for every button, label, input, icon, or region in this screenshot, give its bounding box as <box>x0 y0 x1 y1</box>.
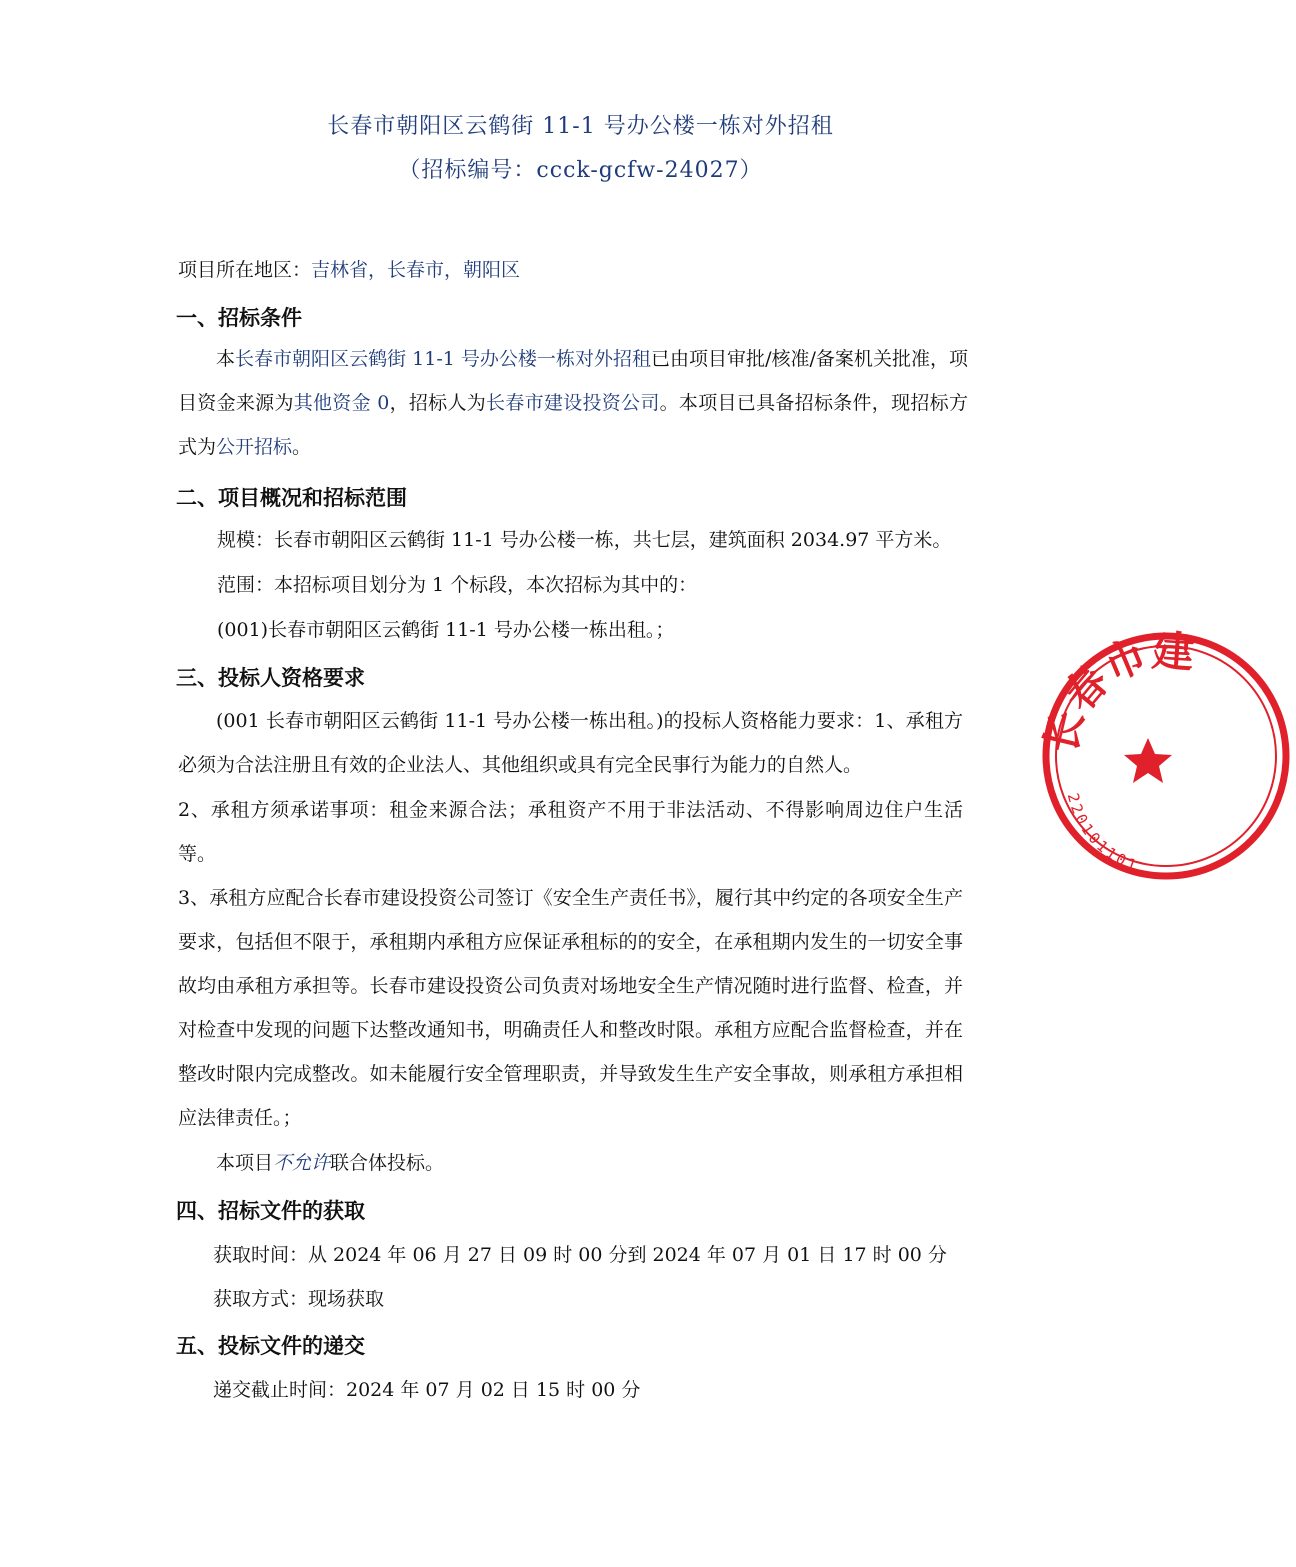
text-run: 本项目 <box>216 1152 274 1174</box>
submission-deadline: 递交截止时间：2024 年 07 月 02 日 15 时 00 分 <box>213 1379 641 1401</box>
text-run: 。 <box>292 436 312 458</box>
text-run: 。本项目已具备招标条件，现招标方式为 <box>178 392 968 458</box>
seal-text: 长春市建 <box>1036 626 1196 758</box>
bid-method: 公开招标 <box>216 436 293 458</box>
project-region <box>178 248 968 292</box>
text-run: 联合体投标。 <box>330 1152 445 1174</box>
section-1-paragraph <box>178 337 968 469</box>
text-run: 本 <box>216 348 236 370</box>
project-scale: 规模：长春市朝阳区云鹤街 11-1 号办公楼一栋，共七层，建筑面积 2034.97 平方米。 <box>217 529 952 551</box>
document-title: 长春市朝阳区云鹤街 11-1 号办公楼一栋对外招租 <box>327 114 834 139</box>
section-3-heading: 三、投标人资格要求 <box>176 666 365 690</box>
consortium-status: 不允许 <box>273 1152 331 1174</box>
bid-number: （招标编号：ccck-gcfw-24027） <box>398 158 763 183</box>
text-run: ，招标人为 <box>389 392 487 414</box>
fund-source: 其他资金 0 <box>293 392 390 414</box>
project-lot: (001)长春市朝阳区云鹤街 11-1 号办公楼一栋出租。； <box>217 619 675 641</box>
qualification-paragraph-1: (001 长春市朝阳区云鹤街 11-1 号办公楼一栋出租。)的投标人资格能力要求：1、承租方必须为合法注册且有效的企业法人、其他组织或具有完全民事行为能力的自然人。 <box>178 710 963 776</box>
text-run: 已由项目审批/核准/备案机关批准，项目资金来源为 <box>178 348 968 414</box>
qualification-paragraph-3: 3、承租方应配合长春市建设投资公司签订《安全生产责任书》，履行其中约定的各项安全生产要求，包括但不限于，承租期内承租方应保证承租标的的安全，在承租期内发生的一切安全事故均由承租方承担等。长春市建设投资公司负责对场地安全生产情况随时进行监督、检查，并对检查中发现的问题下达整改通知书，明确责任人和整改时限。承租方应配合监督检查，并在整改时限内完成整改。如未能履行安全管理职责，并导致发生生产安全事故，则承租方承担相应法律责任。； <box>178 887 963 1129</box>
section-1-heading: 一、招标条件 <box>176 306 302 330</box>
section-2-heading: 二、项目概况和招标范围 <box>176 486 407 510</box>
official-seal-icon <box>1036 626 1296 886</box>
qualification-paragraph-2: 2、承租方须承诺事项：租金来源合法；承租资产不用于非法活动、不得影响周边住户生活等。 <box>178 799 963 865</box>
project-name: 长春市朝阳区云鹤街 11-1 号办公楼一栋对外招租 <box>235 348 651 370</box>
acquisition-method: 获取方式：现场获取 <box>213 1288 385 1310</box>
seal-code: 220101101 <box>1063 791 1142 876</box>
project-scope: 范围：本招标项目划分为 1 个标段，本次招标为其中的： <box>217 574 698 596</box>
section-4-heading: 四、招标文件的获取 <box>176 1199 365 1223</box>
tenderer-name: 长春市建设投资公司 <box>486 392 660 414</box>
region-label: 项目所在地区： <box>178 259 312 281</box>
region-value: 吉林省，长春市，朝阳区 <box>311 259 521 281</box>
section-5-heading: 五、投标文件的递交 <box>176 1334 365 1358</box>
acquisition-time: 获取时间：从 2024 年 06 月 27 日 09 时 00 分到 2024 年 07 月 01 日 17 时 00 分 <box>213 1244 947 1266</box>
consortium-note <box>178 1141 968 1185</box>
